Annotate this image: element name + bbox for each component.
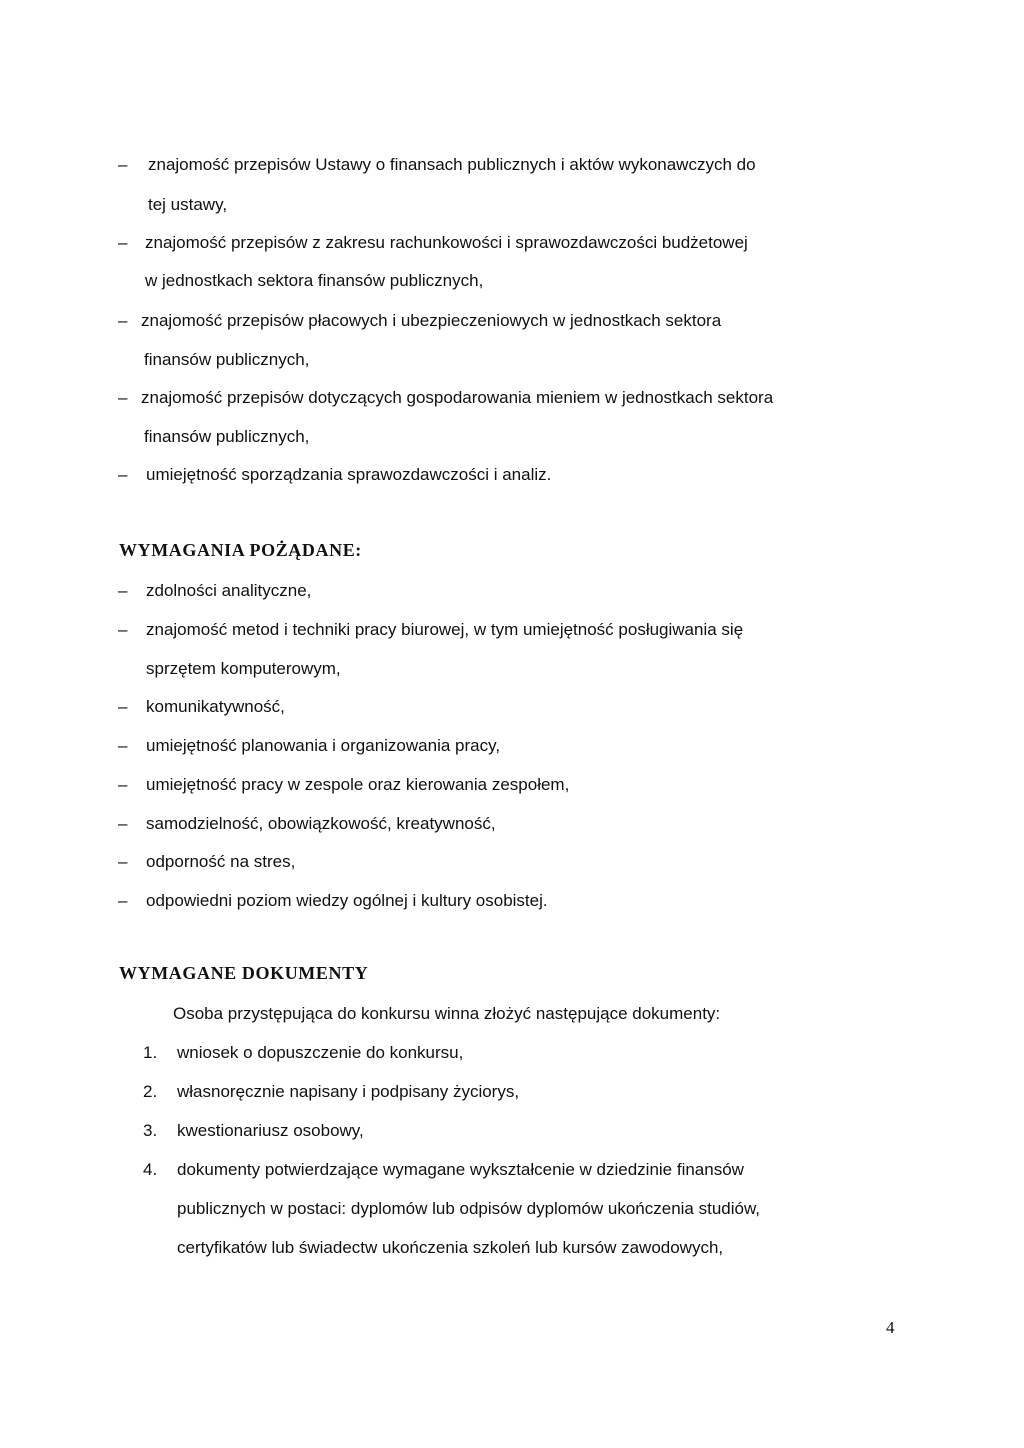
- desired-item-line: umiejętność planowania i organizowania pracy,: [146, 736, 501, 755]
- bullet-dash-icon: –: [118, 891, 128, 910]
- required-item-line: znajomość przepisów z zakresu rachunkowości i sprawozdawczości budżetowej: [145, 233, 748, 252]
- page-number: 4: [886, 1318, 895, 1337]
- required-item-line: w jednostkach sektora finansów publicznych,: [145, 271, 484, 290]
- required-item-line: umiejętność sporządzania sprawozdawczości i analiz.: [146, 465, 552, 484]
- bullet-dash-icon: –: [118, 852, 128, 871]
- desired-item-line: znajomość metod i techniki pracy biurowej, w tym umiejętność posługiwania się: [146, 620, 744, 639]
- bullet-dash-icon: –: [118, 814, 128, 833]
- bullet-dash-icon: –: [118, 388, 128, 407]
- required-item-line: tej ustawy,: [148, 195, 228, 214]
- documents-heading: WYMAGANE DOKUMENTY: [119, 963, 369, 983]
- desired-item-line: samodzielność, obowiązkowość, kreatywność,: [146, 814, 496, 833]
- document-item-line: dokumenty potwierdzające wymagane wykształcenie w dziedzinie finansów: [177, 1160, 744, 1179]
- required-item-line: finansów publicznych,: [144, 350, 310, 369]
- document-item-line: kwestionariusz osobowy,: [177, 1121, 364, 1140]
- desired-item-line: umiejętność pracy w zespole oraz kierowania zespołem,: [146, 775, 570, 794]
- desired-item-line: odpowiedni poziom wiedzy ogólnej i kultury osobistej.: [146, 891, 548, 910]
- document-item-line: własnoręcznie napisany i podpisany życiorys,: [177, 1082, 520, 1101]
- bullet-dash-icon: –: [118, 697, 128, 716]
- bullet-dash-icon: –: [118, 775, 128, 794]
- desired-item-line: komunikatywność,: [146, 697, 285, 716]
- required-item-line: znajomość przepisów płacowych i ubezpieczeniowych w jednostkach sektora: [141, 311, 722, 330]
- document-item-line: wniosek o dopuszczenie do konkursu,: [177, 1043, 464, 1062]
- bullet-dash-icon: –: [118, 155, 128, 174]
- desired-item-line: sprzętem komputerowym,: [146, 659, 341, 678]
- bullet-dash-icon: –: [118, 233, 128, 252]
- bullet-dash-icon: –: [118, 465, 128, 484]
- required-item-line: znajomość przepisów dotyczących gospodarowania mieniem w jednostkach sektora: [141, 388, 774, 407]
- bullet-dash-icon: –: [118, 736, 128, 755]
- list-number: 4.: [143, 1160, 158, 1179]
- document-item-line: certyfikatów lub świadectw ukończenia szkoleń lub kursów zawodowych,: [177, 1238, 724, 1257]
- list-number: 1.: [143, 1043, 158, 1062]
- desired-item-line: odporność na stres,: [146, 852, 296, 871]
- bullet-dash-icon: –: [118, 620, 128, 639]
- documents-intro: Osoba przystępująca do konkursu winna złożyć następujące dokumenty:: [173, 1004, 721, 1023]
- document-item-line: publicznych w postaci: dyplomów lub odpisów dyplomów ukończenia studiów,: [177, 1199, 761, 1218]
- bullet-dash-icon: –: [118, 311, 128, 330]
- required-item-line: znajomość przepisów Ustawy o finansach publicznych i aktów wykonawczych do: [148, 155, 756, 174]
- required-item-line: finansów publicznych,: [144, 427, 310, 446]
- list-number: 3.: [143, 1121, 158, 1140]
- desired-item-line: zdolności analityczne,: [146, 581, 312, 600]
- bullet-dash-icon: –: [118, 581, 128, 600]
- desired-heading: WYMAGANIA POŻĄDANE:: [119, 540, 362, 560]
- list-number: 2.: [143, 1082, 158, 1101]
